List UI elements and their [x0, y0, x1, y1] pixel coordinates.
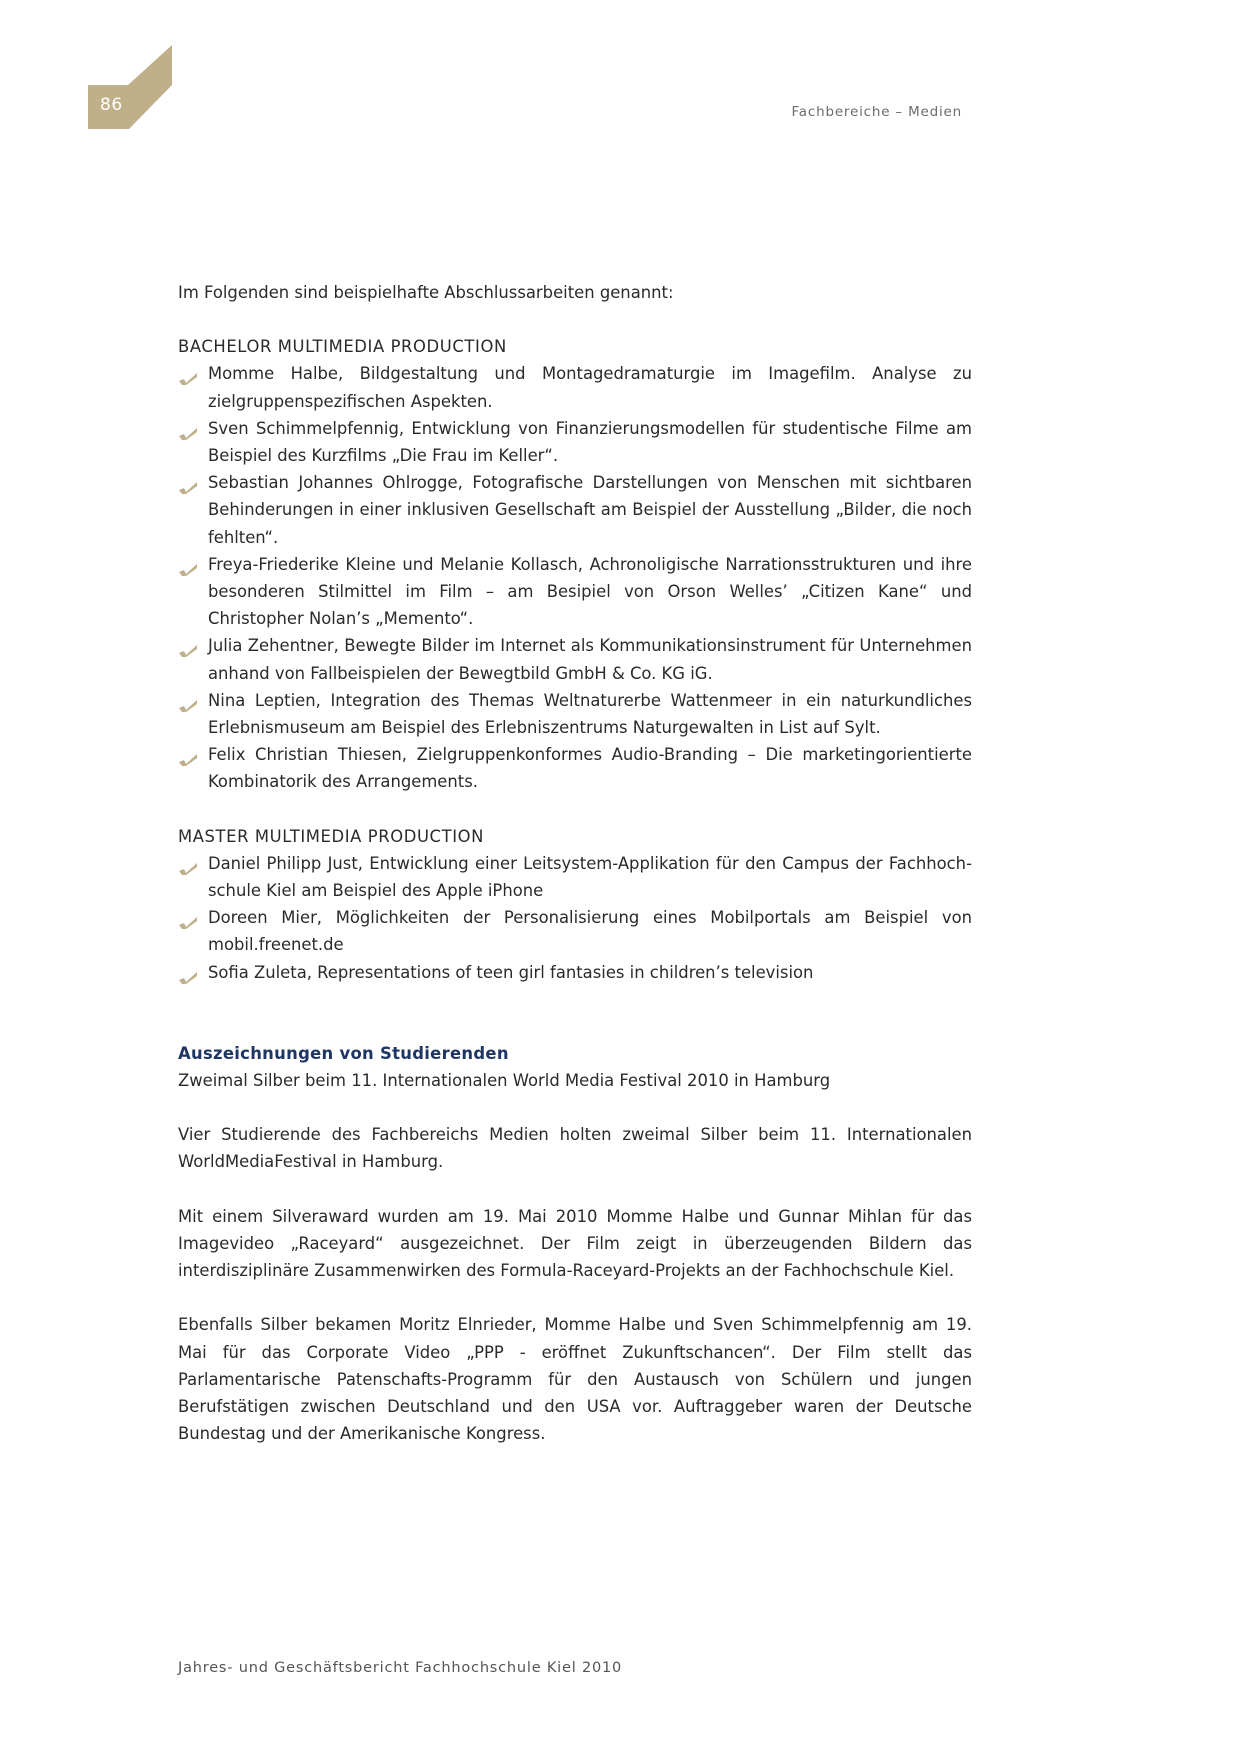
list-item: [178, 360, 972, 414]
bachelor-thesis-list: [178, 360, 972, 795]
checkmark-icon: [178, 911, 198, 925]
awards-paragraph: Ebenfalls Silber bekamen Moritz Elnrieder, Momme Halbe und Sven Schimmelpfennig am 19. Mai für das Corporate Video „PPP - eröffnet Zukunftschancen“. Der Film stellt das Parlamentarische Patenschafts-Programm für den Austausch von Schülern und jungen Berufstätigen zwischen Deutschland und den USA vor. Auftraggeber waren der Deutsche Bundestag und der Amerikanische Kongress.: [178, 1315, 972, 1444]
list-item: [178, 415, 972, 469]
checkmark-icon: [178, 966, 198, 980]
intro-text: Im Folgenden sind beispielhafte Abschlussarbeiten genannt:: [178, 283, 674, 302]
list-item: [178, 850, 972, 904]
checkmark-icon: [178, 558, 198, 572]
main-content: [178, 279, 972, 1474]
checkmark-icon: [178, 694, 198, 708]
page-number: 86: [100, 95, 123, 115]
checkmark-icon: [178, 422, 198, 436]
list-item: [178, 469, 972, 551]
list-item-text: Sven Schimmelpfennig, Entwicklung von Finanzierungsmodellen für studentische Filme am Beispiel des Kurzfilms „Die Frau im Keller“.: [208, 418, 972, 466]
awards-paragraph: Vier Studierende des Fachbereichs Medien holten zweimal Silber beim 11. Internationalen WorldMediaFestival in Hamburg.: [178, 1125, 972, 1172]
checkmark-icon: [178, 748, 198, 762]
awards-paragraph: Mit einem Silveraward wurden am 19. Mai 2010 Momme Halbe und Gunnar Mihlan für das Imagevideo „Raceyard“ ausgezeichnet. Der Film zeigt in überzeugenden Bildern das interdisziplinäre Zusammenwirken des Formula-Raceyard-Projekts an der Fachhochschule Kiel.: [178, 1206, 972, 1281]
awards-subheading: Zweimal Silber beim 11. Internationalen World Media Festival 2010 in Hamburg: [178, 1071, 831, 1091]
checkmark-icon: [178, 857, 198, 871]
list-item-text: Sebastian Johannes Ohlrogge, Fotografische Darstellungen von Menschen mit sichtbaren Behinderungen in einer inklusiven Gesellschaft am Beispiel der Ausstellung „Bilder, die noch fehlten“.: [208, 473, 972, 547]
running-header: Fachbereiche – Medien: [791, 104, 962, 120]
list-item: [178, 632, 972, 686]
list-item-text: Freya-Friederike Kleine und Melanie Kollasch, Achronoligische Narrationsstrukturen und ihre besonderen Stilmittel im Film – am Besipiel von Orson Welles’ „Citizen Kane“ und Christopher Nolan’s „Memento“.: [208, 554, 972, 629]
list-item: [178, 959, 972, 986]
list-item: [178, 741, 972, 795]
list-item-text: Momme Halbe, Bildgestaltung und Montagedramaturgie im Imagefilm. Analyse zu zielgruppenspezifischen Aspekten.: [208, 364, 972, 411]
checkmark-icon: [178, 476, 198, 490]
awards-heading: Auszeichnungen von Studierenden: [178, 1043, 509, 1063]
badge-shape: [88, 45, 172, 129]
checkmark-icon: [178, 639, 198, 653]
checkmark-icon: [178, 367, 198, 381]
bachelor-heading: BACHELOR MULTIMEDIA PRODUCTION: [178, 337, 507, 357]
master-thesis-list: [178, 850, 972, 986]
page-number-badge: [88, 45, 172, 129]
list-item-text: Doreen Mier, Möglichkeiten der Personalisierung eines Mobilportals am Beispiel von mobil.freenet.de: [208, 908, 972, 955]
list-item: [178, 687, 972, 741]
list-item-text: Sofia Zuleta, Representations of teen girl fantasies in children’s television: [208, 962, 814, 982]
list-item: [178, 904, 972, 958]
list-item-text: Nina Leptien, Integration des Themas Weltnaturerbe Wattenmeer in ein naturkundliches Erlebnismuseum am Beispiel des Erlebniszentrums Naturgewalten in List auf Sylt.: [208, 690, 972, 738]
list-item-text: Felix Christian Thiesen, Zielgruppenkonformes Audio-Branding – Die marketingorientierte Kombinatorik des Arrangements.: [208, 745, 972, 792]
list-item: [178, 551, 972, 633]
list-item-text: Daniel Philipp Just, Entwicklung einer Leitsystem-Applikation für den Campus der Fachhochschule Kiel am Beispiel des Apple iPhone: [208, 853, 972, 901]
page-footer: Jahres- und Geschäftsbericht Fachhochschule Kiel 2010: [178, 1660, 623, 1676]
master-heading: MASTER MULTIMEDIA PRODUCTION: [178, 826, 485, 846]
list-item-text: Julia Zehentner, Bewegte Bilder im Internet als Kommunikationsinstrument für Unternehmen anhand von Fallbeispielen der Bewegtbild GmbH & Co. KG iG.: [208, 636, 972, 683]
